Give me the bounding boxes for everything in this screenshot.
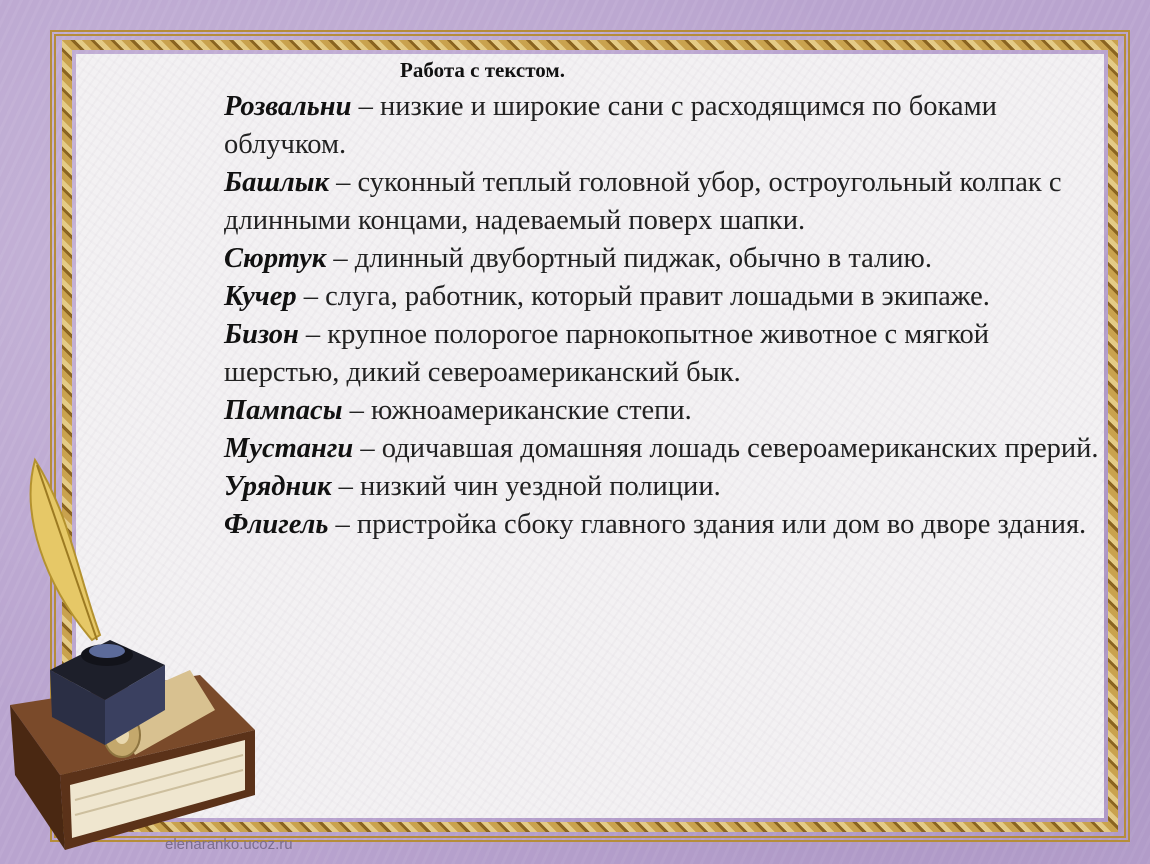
glossary-definition: – низкие и широкие сани с расходящимся по боками облучком. bbox=[224, 91, 997, 160]
glossary-definition: – южноамериканские степи. bbox=[342, 395, 692, 426]
glossary-term: Розвальни bbox=[224, 91, 352, 122]
watermark-text: elenaranko.ucoz.ru bbox=[165, 836, 293, 853]
glossary-entry bbox=[224, 430, 1104, 468]
glossary-entry bbox=[224, 240, 1104, 278]
glossary-term: Бизон bbox=[224, 319, 299, 350]
glossary-definition: – одичавшая домашняя лошадь североамериканских прерий. bbox=[353, 433, 1099, 464]
glossary-definition: – длинный двубортный пиджак, обычно в талию. bbox=[326, 243, 932, 274]
glossary-entry bbox=[224, 468, 1104, 506]
glossary-term: Башлык bbox=[224, 167, 329, 198]
quill-inkwell-book-illustration bbox=[0, 455, 270, 864]
glossary-term: Пампасы bbox=[224, 395, 343, 426]
glossary-definition: – пристройка сбоку главного здания или дом во дворе здания. bbox=[328, 509, 1087, 540]
glossary-list bbox=[224, 88, 1104, 544]
glossary-definition: – низкий чин уездной полиции. bbox=[331, 471, 721, 502]
quill-icon bbox=[31, 460, 100, 640]
glossary-term: Мустанги bbox=[224, 433, 354, 464]
glossary-entry bbox=[224, 316, 1104, 392]
glossary-entry bbox=[224, 88, 1104, 164]
glossary-entry bbox=[224, 278, 1104, 316]
glossary-definition: – крупное полорогое парнокопытное животное с мягкой шерстью, дикий североамериканский бык. bbox=[224, 319, 990, 388]
glossary-term: Сюртук bbox=[224, 243, 327, 274]
glossary-term: Флигель bbox=[224, 509, 329, 540]
glossary-entry bbox=[224, 164, 1104, 240]
page-heading: Работа с текстом. bbox=[400, 58, 565, 82]
glossary-term: Кучер bbox=[224, 281, 297, 312]
glossary-definition: – суконный теплый головной убор, остроугольный колпак с длинными концами, надеваемый поверх шапки. bbox=[224, 167, 1062, 236]
glossary-entry bbox=[224, 506, 1104, 544]
glossary-definition: – слуга, работник, который правит лошадьми в экипаже. bbox=[296, 281, 990, 312]
glossary-entry bbox=[224, 392, 1104, 430]
glossary-term: Урядник bbox=[224, 471, 332, 502]
